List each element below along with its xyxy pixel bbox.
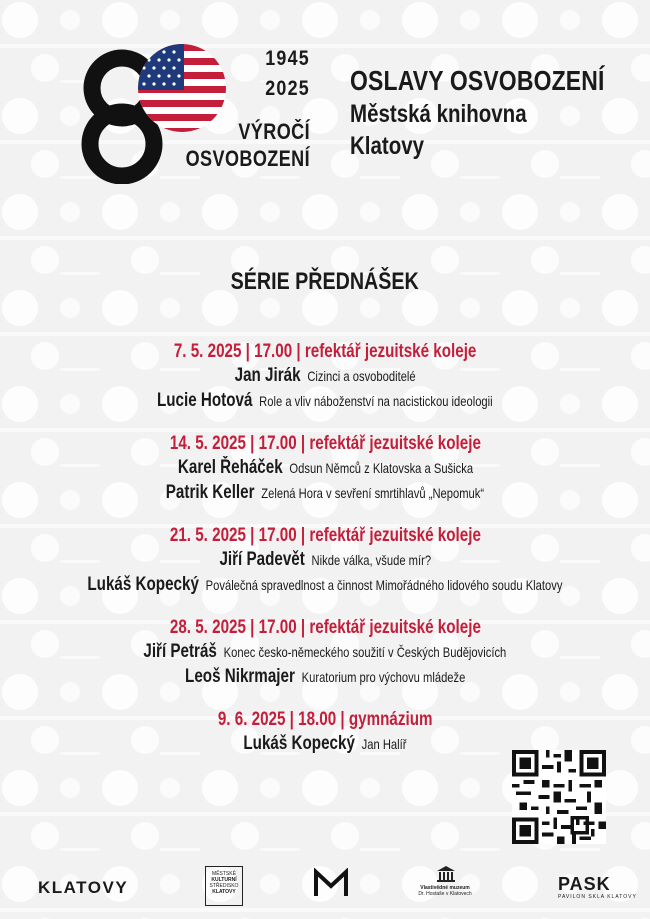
logo-years bbox=[257, 44, 310, 104]
anniversary-line1: VÝROČÍ bbox=[238, 119, 310, 144]
speaker-name: Jiří Petráš bbox=[143, 641, 218, 662]
year-end: 2025 bbox=[265, 77, 310, 100]
event-header: 28. 5. 2025 | 17.00 | refektář jezuitské koleje bbox=[169, 617, 481, 638]
talk-row bbox=[20, 389, 630, 414]
museum-logo-line: Dr. Hostaše v Klatovech bbox=[418, 891, 472, 897]
talk-topic: Odsun Němců z Klatovska a Sušicka bbox=[288, 460, 473, 476]
series-title-text: SÉRIE PŘEDNÁŠEK bbox=[230, 268, 420, 295]
event-item bbox=[20, 432, 630, 506]
event-header: 9. 6. 2025 | 18.00 | gymnázium bbox=[217, 709, 433, 730]
mks-logo-line: MĚSTSKÉ bbox=[212, 871, 236, 877]
speaker-name: Lukáš Kopecký bbox=[87, 574, 199, 595]
mks-logo-line: KULTURNÍ bbox=[211, 877, 237, 883]
museum-logo bbox=[410, 885, 480, 897]
talk-row bbox=[20, 548, 630, 573]
year-start: 1945 bbox=[265, 47, 310, 70]
talk-topic: Konec česko-německého soužití v Českých Budějovicích bbox=[223, 644, 507, 660]
talk-topic: Poválečná spravedlnost a činnost Mimořádného lidového soudu Klatovy bbox=[205, 577, 563, 593]
klatovy-logo: KLATOVY bbox=[38, 878, 129, 897]
page-title: OSLAVY OSVOBOZENÍ bbox=[350, 65, 605, 96]
museum-logo-line: Vlastivědné muzeum bbox=[420, 885, 470, 891]
page-subtitle-line2: Klatovy bbox=[350, 132, 425, 160]
mks-logo bbox=[205, 866, 243, 906]
speaker-name: Lukáš Kopecký bbox=[243, 733, 355, 754]
speaker-name: Jiří Padevět bbox=[219, 549, 305, 570]
event-list bbox=[20, 340, 630, 775]
event-header: 14. 5. 2025 | 17.00 | refektář jezuitské koleje bbox=[169, 433, 481, 454]
talk-topic: Zelená Hora v sevření smrtihlavů „Nepomuk“ bbox=[261, 485, 485, 501]
event-item bbox=[20, 616, 630, 690]
qr-code-icon[interactable] bbox=[512, 750, 606, 844]
talk-topic: Jan Halíř bbox=[361, 736, 407, 752]
talk-row bbox=[20, 640, 630, 665]
talk-row bbox=[20, 665, 630, 690]
anniversary-line2: OSVOBOZENÍ bbox=[185, 146, 310, 171]
header-title-block bbox=[350, 64, 640, 162]
event-item bbox=[20, 524, 630, 598]
mks-logo-line: STŘEDISKO bbox=[209, 883, 239, 889]
speaker-name: Leoš Nikrmajer bbox=[184, 666, 295, 687]
pask-logo: PASK bbox=[558, 874, 611, 894]
museum-building-icon bbox=[436, 865, 456, 883]
event-header: 21. 5. 2025 | 17.00 | refektář jezuitské koleje bbox=[169, 525, 481, 546]
speaker-name: Patrik Keller bbox=[165, 482, 255, 503]
speaker-name: Jan Jirák bbox=[234, 365, 301, 386]
speaker-name: Lucie Hotová bbox=[157, 390, 253, 411]
pask-logo-subtitle: PAVILON SKLA KLATOVY bbox=[558, 894, 637, 900]
series-title bbox=[0, 268, 650, 296]
mks-logo-line: KLATOVY bbox=[212, 889, 236, 895]
event-item bbox=[20, 340, 630, 414]
library-m-logo-icon bbox=[314, 868, 348, 898]
talk-row bbox=[20, 456, 630, 481]
talk-topic: Kuratorium pro výchovu mládeže bbox=[301, 669, 466, 685]
page-subtitle-line1: Městská knihovna bbox=[350, 100, 527, 128]
talk-topic: Role a vliv náboženství na nacistickou ideologii bbox=[259, 393, 493, 409]
talk-row bbox=[20, 573, 630, 598]
talk-topic: Cizinci a osvoboditelé bbox=[307, 368, 416, 384]
talk-row bbox=[20, 481, 630, 506]
logo-anniversary bbox=[179, 118, 310, 172]
event-header: 7. 5. 2025 | 17.00 | refektář jezuitské koleje bbox=[173, 341, 477, 362]
speaker-name: Karel Řeháček bbox=[177, 457, 283, 478]
talk-topic: Nikde válka, všude mír? bbox=[311, 552, 431, 568]
talk-row bbox=[20, 364, 630, 389]
